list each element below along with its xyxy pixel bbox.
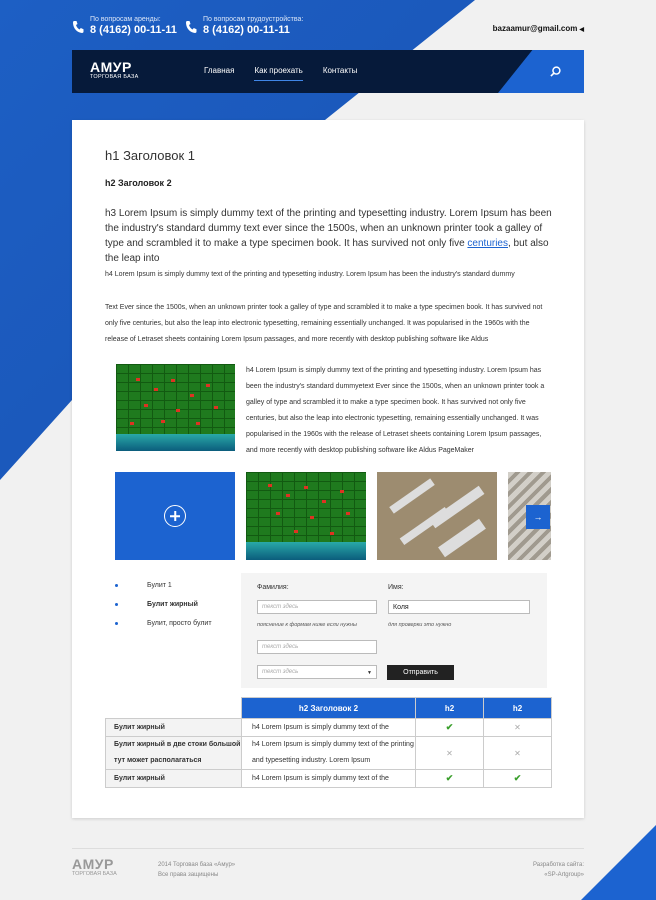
gallery-next-button[interactable]: → xyxy=(526,505,550,529)
table-header-cell: h2 Заголовок 2 xyxy=(242,698,416,719)
table-cell: h4 Lorem Ipsum is simply dummy text of the xyxy=(242,719,416,737)
table-row xyxy=(106,719,552,737)
table-cell: h4 Lorem Ipsum is simply dummy text of the xyxy=(242,770,416,788)
email-dropdown[interactable] xyxy=(493,24,584,33)
feature-map-image[interactable] xyxy=(116,364,235,451)
select-field[interactable] xyxy=(257,665,377,679)
bullet-item: Булит, просто булит xyxy=(115,620,212,627)
table-header-empty xyxy=(106,698,242,719)
gallery-item-aerial[interactable] xyxy=(377,472,497,560)
copyright-line: Все права защищены xyxy=(158,872,219,878)
footer-logo-subtitle: ТОРГОВАЯ БАЗА xyxy=(72,871,117,877)
plus-circle-icon xyxy=(164,505,186,527)
heading-h4: h4 Lorem Ipsum is simply dummy text of the printing and typesetting industry. Lorem Ipsum has been the industry's standard dummy xyxy=(105,271,515,278)
chevron-down-icon: ▼ xyxy=(367,670,372,676)
logo-title: АМУР xyxy=(90,59,132,75)
bullet-list xyxy=(115,582,212,639)
cross-icon: ✕ xyxy=(514,748,521,758)
developer-line: Разработка сайта: xyxy=(532,862,584,868)
contact-jobs-phone[interactable]: 8 (4162) 00-11-11 xyxy=(203,24,290,36)
table-header-cell: h2 xyxy=(416,698,484,719)
contact-rent xyxy=(72,16,177,37)
search-area xyxy=(498,50,584,93)
table-row-label: Булит жирный xyxy=(106,719,242,737)
check-icon: ✔ xyxy=(445,722,454,732)
email-text: bazaamur@gmail.com xyxy=(492,24,578,33)
h3-text-end: , but also the leap into xyxy=(105,238,549,264)
table-header-row xyxy=(106,698,552,719)
paragraph-text: Text Ever since the 1500s, when an unknown printer took a galley of type and scrambled it to make a type specimen book. It has survived not only five centuries, but also the leap into electronic typesetting, remaining essentially unchanged. It was popularised in the 1960s with the release of Letraset sheets containing Lorem Ipsum passages, and more recently with desktop publishing software like Aldus xyxy=(105,304,543,343)
contact-rent-phone[interactable]: 8 (4162) 00-11-11 xyxy=(90,24,177,36)
surname-hint: пояснение к формам ниже если нужны xyxy=(257,622,357,628)
heading-h2: h2 Заголовок 2 xyxy=(105,178,172,188)
table-cell: h4 Lorem Ipsum is simply dummy text of the printing and typesetting industry. Lorem Ipsum xyxy=(242,737,416,770)
footer-divider xyxy=(72,848,584,849)
table-cell xyxy=(416,770,484,788)
name-label: Имя: xyxy=(388,584,404,591)
logo[interactable] xyxy=(90,60,139,81)
nav-item-directions[interactable]: Как проехать xyxy=(254,66,302,81)
phone-icon xyxy=(185,20,197,34)
bullet-item: Булит 1 xyxy=(115,582,212,589)
footer-logo-title: АМУР xyxy=(72,856,114,872)
footer-developer xyxy=(533,860,584,880)
name-hint: для проверки это нужно xyxy=(388,622,452,628)
gallery-item-add[interactable] xyxy=(115,472,235,560)
cross-icon: ✕ xyxy=(446,748,453,758)
nav-item-home[interactable]: Главная xyxy=(204,66,235,75)
check-icon: ✔ xyxy=(513,773,522,783)
heading-h3 xyxy=(105,206,553,266)
cross-icon: ✕ xyxy=(514,723,521,732)
check-icon: ✔ xyxy=(445,773,454,783)
table-cell xyxy=(416,719,484,737)
content-card xyxy=(72,120,584,818)
table-row xyxy=(106,770,552,788)
surname-label: Фамилия: xyxy=(257,584,289,591)
nav-item-contacts[interactable]: Контакты xyxy=(322,66,358,75)
contact-jobs xyxy=(185,16,303,37)
background-corner-shape xyxy=(581,825,656,900)
footer-logo[interactable] xyxy=(72,857,117,878)
extra-input[interactable]: текст здесь xyxy=(257,640,377,654)
table-row-label: Булит жирный в две стоки большой тут может располагаться xyxy=(106,737,242,770)
table-cell xyxy=(416,737,484,770)
surname-input[interactable]: текст здесь xyxy=(257,600,377,614)
h3-link[interactable]: centuries xyxy=(467,238,508,249)
contact-rent-label: По вопросам аренды: xyxy=(90,16,161,23)
contact-form xyxy=(241,573,547,688)
caret-down-icon: ◀ xyxy=(579,27,584,33)
table-cell xyxy=(484,770,552,788)
navbar xyxy=(72,50,584,93)
topbar xyxy=(72,16,584,38)
table-cell xyxy=(484,737,552,770)
table-row xyxy=(106,737,552,770)
main-nav xyxy=(204,66,377,81)
name-input[interactable]: Коля xyxy=(388,600,530,614)
submit-button[interactable]: Отправить xyxy=(387,665,454,680)
feature-text: h4 Lorem Ipsum is simply dummy text of the printing and typesetting industry. Lorem Ipsum has been the industry's standard dummyetext Ever since the 1500s, when an unknown printer took a galley of type and scrambled it to make a type specimen book. It has survived not only five centuries, but also the leap into electronic typesetting, remaining essentially unchanged. It was popularised in the 1960s with the release of Letraset sheets containing Lorem Ipsum passages, and more recently with desktop publishing software like Aldus PageMaker xyxy=(246,367,545,454)
logo-subtitle: ТОРГОВАЯ БАЗА xyxy=(90,74,139,80)
copyright-line: 2014 Торговая база «Амур» xyxy=(158,862,236,868)
table-cell xyxy=(484,719,552,737)
table-header-cell: h2 xyxy=(484,698,552,719)
developer-link[interactable]: «SP-Artgroup» xyxy=(544,872,584,878)
select-value: текст здесь xyxy=(262,669,299,675)
phone-icon xyxy=(72,20,84,34)
search-icon[interactable] xyxy=(550,66,561,77)
table-row-label: Булит жирный xyxy=(106,770,242,788)
footer-copyright xyxy=(158,860,235,880)
contact-jobs-label: По вопросам трудоустройства: xyxy=(203,16,304,23)
bullet-item: Булит жирный xyxy=(115,601,212,608)
h3-text: h3 Lorem Ipsum is simply dummy text of the printing and typesetting industry. Lorem Ipsum has been the industry's standard dummy text ever since the 1500s, when an unknown printer took a galley of type and scrambled it to make a type specimen book. It has survived not only five xyxy=(105,208,552,249)
heading-h1: h1 Заголовок 1 xyxy=(105,148,196,163)
data-table xyxy=(105,697,552,788)
gallery-item-map[interactable] xyxy=(246,472,366,560)
